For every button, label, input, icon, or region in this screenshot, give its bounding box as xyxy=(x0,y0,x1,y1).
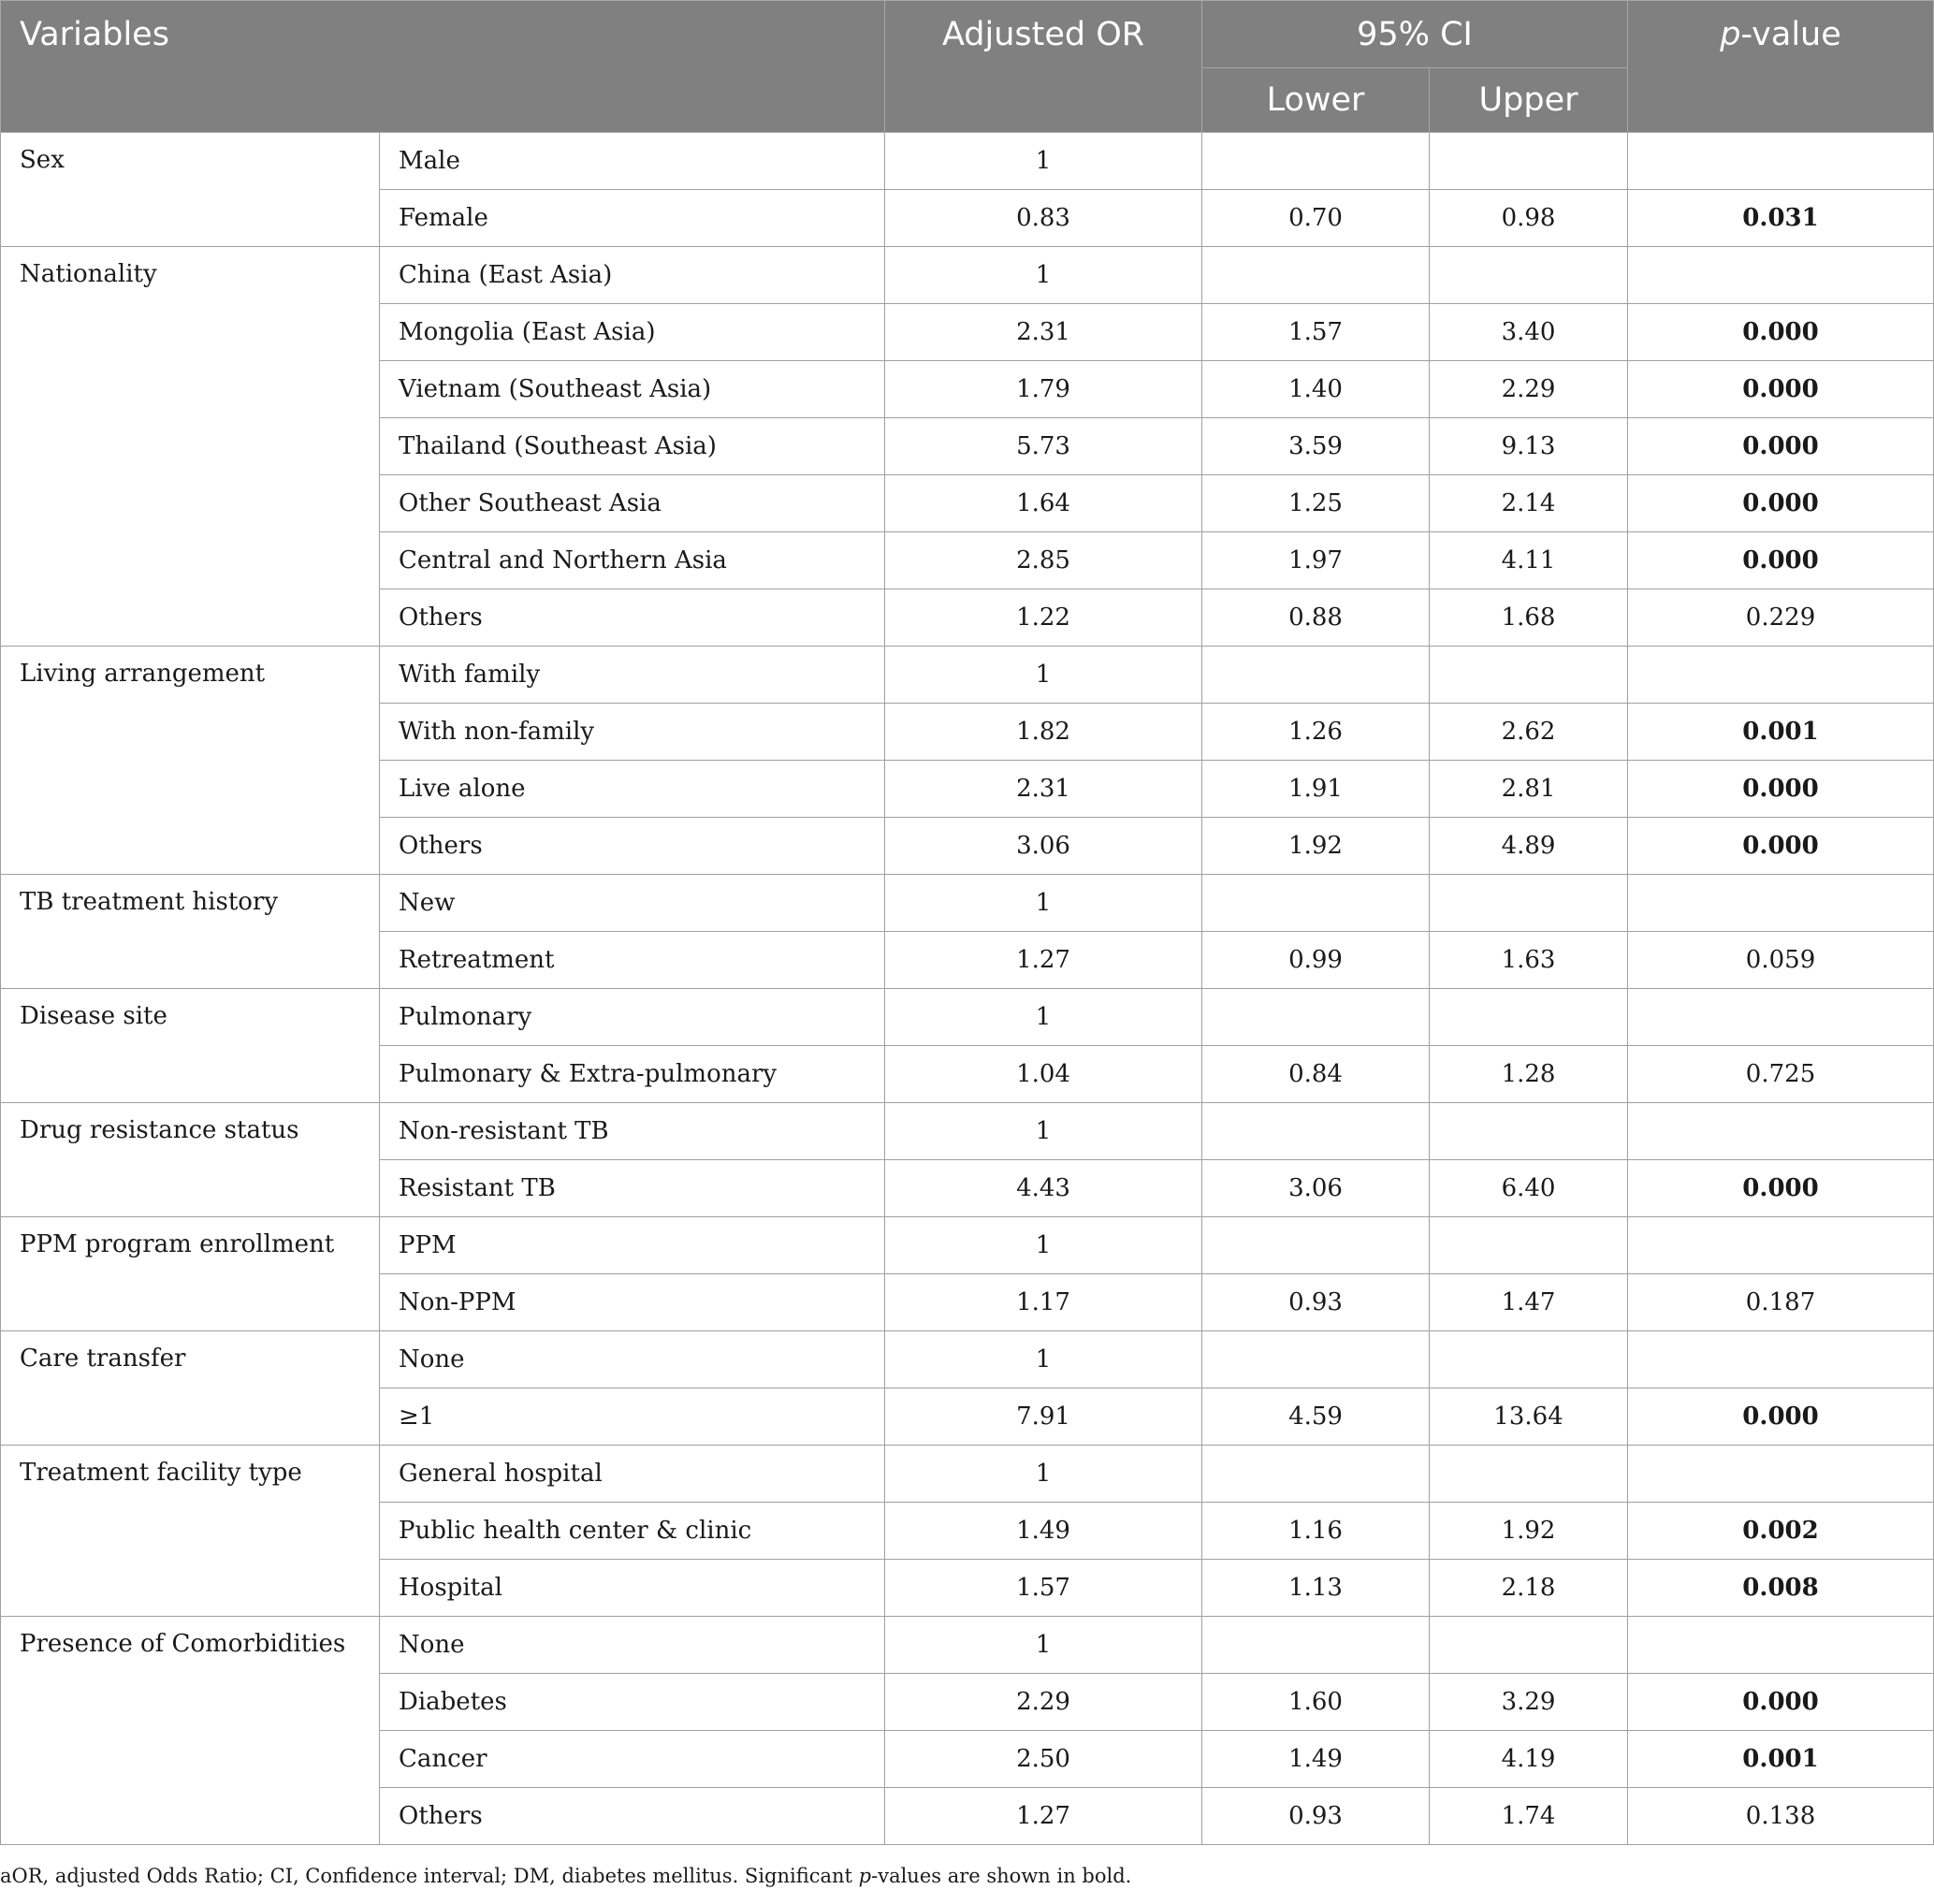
p-value-cell: 0.001 xyxy=(1628,704,1934,761)
adjusted-or-cell: 1 xyxy=(885,133,1202,190)
header-p-value xyxy=(1628,1,1934,133)
category-cell: Resistant TB xyxy=(380,1160,885,1217)
ci-upper-cell xyxy=(1430,1217,1628,1274)
ci-upper-cell: 1.28 xyxy=(1430,1046,1628,1103)
ci-upper-cell xyxy=(1430,1331,1628,1388)
ci-lower-cell xyxy=(1202,875,1430,932)
p-value-cell: 0.001 xyxy=(1628,1731,1934,1788)
ci-upper-cell: 0.98 xyxy=(1430,190,1628,247)
variable-label: Presence of Comorbidities xyxy=(1,1617,380,1845)
p-value-cell xyxy=(1628,1217,1934,1274)
p-value-cell: 0.725 xyxy=(1628,1046,1934,1103)
ci-upper-cell: 4.11 xyxy=(1430,532,1628,589)
p-value-cell: 0.000 xyxy=(1628,475,1934,532)
ci-upper-cell: 1.92 xyxy=(1430,1503,1628,1560)
adjusted-or-cell: 2.50 xyxy=(885,1731,1202,1788)
ci-lower-cell: 1.49 xyxy=(1202,1731,1430,1788)
adjusted-or-cell: 1 xyxy=(885,1103,1202,1160)
p-value-cell: 0.000 xyxy=(1628,1674,1934,1731)
table-row xyxy=(1,647,1934,704)
category-cell: General hospital xyxy=(380,1446,885,1503)
ci-lower-cell xyxy=(1202,1217,1430,1274)
variable-label: TB treatment history xyxy=(1,875,380,989)
p-value-cell xyxy=(1628,1331,1934,1388)
ci-lower-cell: 1.26 xyxy=(1202,704,1430,761)
category-cell: Other Southeast Asia xyxy=(380,475,885,532)
category-cell: Non-resistant TB xyxy=(380,1103,885,1160)
adjusted-or-cell: 1.22 xyxy=(885,589,1202,647)
adjusted-or-cell: 4.43 xyxy=(885,1160,1202,1217)
category-cell: None xyxy=(380,1617,885,1674)
adjusted-or-cell: 1.57 xyxy=(885,1560,1202,1617)
p-value-cell: 0.000 xyxy=(1628,818,1934,875)
table-footnote xyxy=(0,1865,1131,1887)
ci-upper-cell: 3.29 xyxy=(1430,1674,1628,1731)
header-lower: Lower xyxy=(1202,68,1430,133)
category-cell: New xyxy=(380,875,885,932)
category-cell: Retreatment xyxy=(380,932,885,989)
category-cell: Hospital xyxy=(380,1560,885,1617)
ci-upper-cell xyxy=(1430,247,1628,304)
table-header xyxy=(1,1,1934,133)
ci-upper-cell xyxy=(1430,875,1628,932)
p-value-cell: 0.000 xyxy=(1628,1160,1934,1217)
table-row xyxy=(1,1331,1934,1388)
category-cell: PPM xyxy=(380,1217,885,1274)
p-value-cell xyxy=(1628,247,1934,304)
table-row xyxy=(1,875,1934,932)
ci-upper-cell: 13.64 xyxy=(1430,1388,1628,1446)
p-value-cell: 0.000 xyxy=(1628,361,1934,418)
ci-lower-cell: 1.92 xyxy=(1202,818,1430,875)
category-cell: Central and Northern Asia xyxy=(380,532,885,589)
ci-upper-cell xyxy=(1430,133,1628,190)
ci-upper-cell: 1.74 xyxy=(1430,1788,1628,1845)
ci-upper-cell xyxy=(1430,989,1628,1046)
category-cell: Live alone xyxy=(380,761,885,818)
adjusted-or-cell: 1 xyxy=(885,1331,1202,1388)
p-value-cell xyxy=(1628,1617,1934,1674)
ci-upper-cell: 1.63 xyxy=(1430,932,1628,989)
variable-label: Care transfer xyxy=(1,1331,380,1446)
p-value-cell xyxy=(1628,647,1934,704)
p-value-cell: 0.138 xyxy=(1628,1788,1934,1845)
ci-lower-cell xyxy=(1202,1331,1430,1388)
p-value-cell: 0.000 xyxy=(1628,532,1934,589)
ci-lower-cell xyxy=(1202,247,1430,304)
ci-lower-cell: 1.13 xyxy=(1202,1560,1430,1617)
table-row xyxy=(1,1617,1934,1674)
p-value-cell: 0.000 xyxy=(1628,418,1934,475)
variable-label: Drug resistance status xyxy=(1,1103,380,1217)
adjusted-or-cell: 1.27 xyxy=(885,932,1202,989)
p-value-cell: 0.229 xyxy=(1628,589,1934,647)
p-value-cell: 0.000 xyxy=(1628,761,1934,818)
adjusted-or-cell: 1 xyxy=(885,1446,1202,1503)
p-value-cell xyxy=(1628,875,1934,932)
ci-lower-cell: 1.97 xyxy=(1202,532,1430,589)
category-cell: Diabetes xyxy=(380,1674,885,1731)
ci-lower-cell xyxy=(1202,133,1430,190)
ci-lower-cell xyxy=(1202,1103,1430,1160)
category-cell: China (East Asia) xyxy=(380,247,885,304)
ci-lower-cell: 0.88 xyxy=(1202,589,1430,647)
ci-lower-cell: 1.16 xyxy=(1202,1503,1430,1560)
ci-upper-cell xyxy=(1430,647,1628,704)
adjusted-or-cell: 0.83 xyxy=(885,190,1202,247)
adjusted-or-cell: 2.31 xyxy=(885,761,1202,818)
adjusted-or-cell: 1 xyxy=(885,989,1202,1046)
adjusted-or-cell: 1 xyxy=(885,247,1202,304)
p-value-cell: 0.000 xyxy=(1628,1388,1934,1446)
adjusted-or-cell: 2.85 xyxy=(885,532,1202,589)
adjusted-or-cell: 2.31 xyxy=(885,304,1202,361)
footnote-p-italic: p xyxy=(858,1865,872,1887)
category-cell: Vietnam (Southeast Asia) xyxy=(380,361,885,418)
p-value-cell: 0.008 xyxy=(1628,1560,1934,1617)
ci-lower-cell xyxy=(1202,1446,1430,1503)
category-cell: Others xyxy=(380,818,885,875)
ci-upper-cell xyxy=(1430,1446,1628,1503)
ci-upper-cell: 4.19 xyxy=(1430,1731,1628,1788)
category-cell: Thailand (Southeast Asia) xyxy=(380,418,885,475)
adjusted-or-cell: 1 xyxy=(885,1217,1202,1274)
ci-lower-cell: 1.40 xyxy=(1202,361,1430,418)
adjusted-or-cell: 1 xyxy=(885,1617,1202,1674)
header-upper: Upper xyxy=(1430,68,1628,133)
ci-upper-cell: 2.14 xyxy=(1430,475,1628,532)
p-value-cell xyxy=(1628,1446,1934,1503)
ci-lower-cell: 0.93 xyxy=(1202,1274,1430,1331)
table-row xyxy=(1,247,1934,304)
ci-upper-cell: 1.68 xyxy=(1430,589,1628,647)
ci-lower-cell xyxy=(1202,989,1430,1046)
adjusted-or-cell: 1.64 xyxy=(885,475,1202,532)
category-cell: Male xyxy=(380,133,885,190)
table-body xyxy=(1,133,1934,1845)
category-cell: ≥1 xyxy=(380,1388,885,1446)
ci-upper-cell: 3.40 xyxy=(1430,304,1628,361)
p-value-cell: 0.059 xyxy=(1628,932,1934,989)
variable-label: Treatment facility type xyxy=(1,1446,380,1617)
ci-lower-cell: 0.70 xyxy=(1202,190,1430,247)
ci-lower-cell: 1.60 xyxy=(1202,1674,1430,1731)
ci-upper-cell: 9.13 xyxy=(1430,418,1628,475)
category-cell: With family xyxy=(380,647,885,704)
header-p-rest: -value xyxy=(1740,16,1841,53)
variable-label: Disease site xyxy=(1,989,380,1103)
variable-label: Sex xyxy=(1,133,380,247)
ci-lower-cell: 3.06 xyxy=(1202,1160,1430,1217)
ci-upper-cell: 6.40 xyxy=(1430,1160,1628,1217)
p-value-cell xyxy=(1628,133,1934,190)
category-cell: Public health center & clinic xyxy=(380,1503,885,1560)
adjusted-or-cell: 3.06 xyxy=(885,818,1202,875)
adjusted-or-cell: 1.82 xyxy=(885,704,1202,761)
category-cell: Non-PPM xyxy=(380,1274,885,1331)
p-value-cell: 0.031 xyxy=(1628,190,1934,247)
table-row xyxy=(1,989,1934,1046)
header-variables: Variables xyxy=(1,1,885,133)
ci-upper-cell: 4.89 xyxy=(1430,818,1628,875)
category-cell: Pulmonary xyxy=(380,989,885,1046)
ci-lower-cell: 1.57 xyxy=(1202,304,1430,361)
adjusted-or-cell: 1.04 xyxy=(885,1046,1202,1103)
header-adjusted-or: Adjusted OR xyxy=(885,1,1202,133)
ci-lower-cell: 1.25 xyxy=(1202,475,1430,532)
table-row xyxy=(1,1217,1934,1274)
p-value-cell xyxy=(1628,1103,1934,1160)
ci-lower-cell: 0.84 xyxy=(1202,1046,1430,1103)
adjusted-or-cell: 1.49 xyxy=(885,1503,1202,1560)
table-row xyxy=(1,1446,1934,1503)
category-cell: With non-family xyxy=(380,704,885,761)
footnote-before: aOR, adjusted Odds Ratio; CI, Confidence interval; DM, diabetes mellitus. Significant xyxy=(0,1865,859,1887)
table-row xyxy=(1,133,1934,190)
adjusted-or-cell: 7.91 xyxy=(885,1388,1202,1446)
ci-upper-cell: 1.47 xyxy=(1430,1274,1628,1331)
ci-lower-cell xyxy=(1202,647,1430,704)
p-value-cell: 0.000 xyxy=(1628,304,1934,361)
ci-upper-cell xyxy=(1430,1103,1628,1160)
ci-upper-cell xyxy=(1430,1617,1628,1674)
footnote-after: -values are shown in bold. xyxy=(871,1865,1132,1887)
header-p-italic: p xyxy=(1720,16,1741,53)
category-cell: Mongolia (East Asia) xyxy=(380,304,885,361)
ci-lower-cell: 1.91 xyxy=(1202,761,1430,818)
adjusted-or-cell: 1.17 xyxy=(885,1274,1202,1331)
ci-upper-cell: 2.81 xyxy=(1430,761,1628,818)
adjusted-or-cell: 5.73 xyxy=(885,418,1202,475)
p-value-cell xyxy=(1628,989,1934,1046)
adjusted-or-cell: 1 xyxy=(885,647,1202,704)
ci-lower-cell: 4.59 xyxy=(1202,1388,1430,1446)
ci-lower-cell: 0.93 xyxy=(1202,1788,1430,1845)
variable-label: Nationality xyxy=(1,247,380,647)
ci-upper-cell: 2.18 xyxy=(1430,1560,1628,1617)
adjusted-or-cell: 1.27 xyxy=(885,1788,1202,1845)
ci-lower-cell xyxy=(1202,1617,1430,1674)
category-cell: Cancer xyxy=(380,1731,885,1788)
category-cell: None xyxy=(380,1331,885,1388)
ci-lower-cell: 0.99 xyxy=(1202,932,1430,989)
ci-lower-cell: 3.59 xyxy=(1202,418,1430,475)
variable-label: PPM program enrollment xyxy=(1,1217,380,1331)
category-cell: Female xyxy=(380,190,885,247)
table-row xyxy=(1,1103,1934,1160)
adjusted-or-cell: 1.79 xyxy=(885,361,1202,418)
variable-label: Living arrangement xyxy=(1,647,380,875)
adjusted-or-cell: 1 xyxy=(885,875,1202,932)
ci-upper-cell: 2.62 xyxy=(1430,704,1628,761)
category-cell: Pulmonary & Extra-pulmonary xyxy=(380,1046,885,1103)
adjusted-or-cell: 2.29 xyxy=(885,1674,1202,1731)
category-cell: Others xyxy=(380,589,885,647)
ci-upper-cell: 2.29 xyxy=(1430,361,1628,418)
category-cell: Others xyxy=(380,1788,885,1845)
header-ci: 95% CI xyxy=(1202,1,1628,68)
p-value-cell: 0.187 xyxy=(1628,1274,1934,1331)
p-value-cell: 0.002 xyxy=(1628,1503,1934,1560)
